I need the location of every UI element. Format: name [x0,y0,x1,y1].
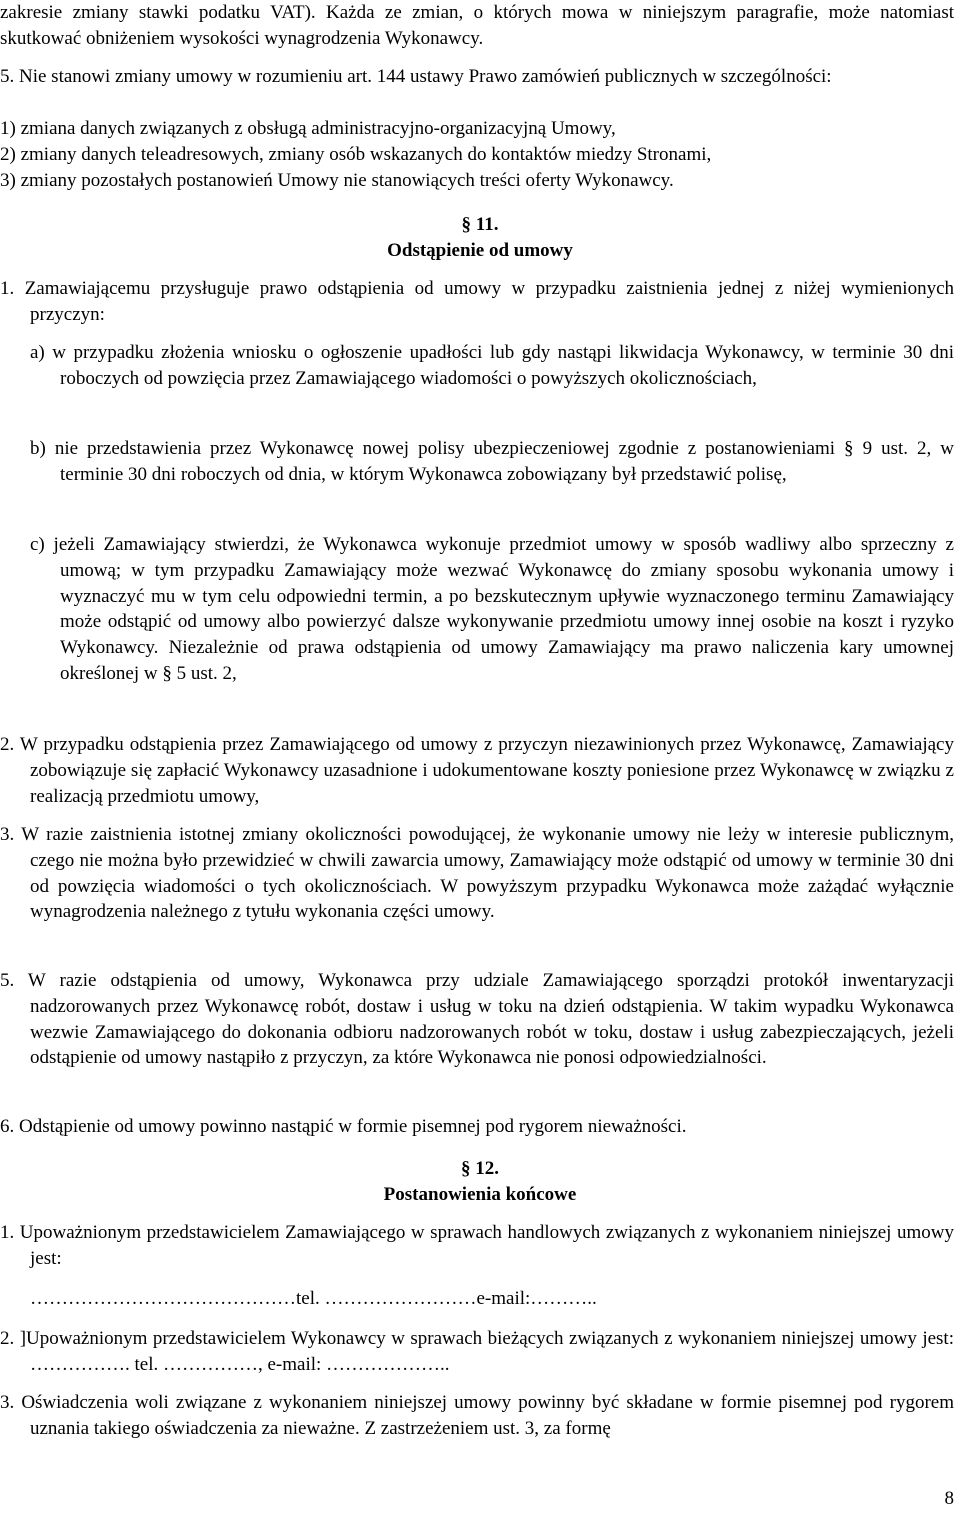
s11-item-c: c) jeżeli Zamawiający stwierdzi, że Wykonawca wykonuje przedmiot umowy w sposób wadliwy albo sprzeczny z umową; w tym przypadku Zamawiający może wezwać Wykonawcę do zmiany sposobu wykonania umowy i wyznaczyć mu w tym celu odpowiedni termin, a po bezskutecznym upływie wyznaczonego terminu Zamawiający może odstąpić od umowy albo powierzyć dalsze wykonywanie przedmiotu umowy innej osobie na koszt i ryzyko Wykonawcy. Niezależnie od prawa odstąpienia od umowy Zamawiający ma prawo naliczenia kary umownej określonej w § 5 ust. 2, [30,534,954,684]
list-item: 2) zmiany danych teleadresowych, zmiany osób wskazanych do kontaktów miedzy Stronami, [0,144,712,165]
s12-paragraph-1: 1. Upoważnionym przedstawicielem Zamawiającego w sprawach handlowych związanych z wykonaniem niniejszej umowy jest: [0,1222,954,1269]
intro-paragraph: zakresie zmiany stawki podatku VAT). Każda ze zmian, o których mowa w niniejszym paragrafie, może natomiast skutkować obniżeniem wysokości wynagrodzenia Wykonawcy. [0,2,954,49]
s12-paragraph-3: 3. Oświadczenia woli związane z wykonaniem niniejszej umowy powinny być składane w formie pisemnej pod rygorem uznania takiego oświadczenia za nieważne. Z zastrzeżeniem ust. 3, za formę [0,1392,954,1439]
list-item: 3) zmiany pozostałych postanowień Umowy nie stanowiących treści oferty Wykonawcy. [0,170,674,191]
paragraph-5: 5. Nie stanowi zmiany umowy w rozumieniu art. 144 ustawy Prawo zamówień publicznych w szczególności: [0,66,832,87]
section-12-title: Postanowienia końcowe [383,1184,577,1205]
s11-paragraph-3: 3. W razie zaistnienia istotnej zmiany okoliczności powodującej, że wykonanie umowy nie leży w interesie publicznym, czego nie można było przewidzieć w chwili zawarcia umowy, Zamawiający może odstąpić od umowy w terminie 30 dni od powzięcia wiadomości o tych okolicznościach. W powyższym przypadku Wykonawca może zażądać wyłącznie wynagrodzenia należnego z tytułu wykonania części umowy. [0,824,954,923]
list-item: 1) zmiana danych związanych z obsługą administracyjno-organizacyjną Umowy, [0,118,616,139]
s11-paragraph-2: 2. W przypadku odstąpienia przez Zamawiającego od umowy z przyczyn niezawinionych przez Wykonawcę, Zamawiający zobowiązuje się zapłacić Wykonawcy uzasadnione i udokumentowane koszty poniesione przez Wykonawcę w związku z realizacją przedmiotu umowy, [0,734,954,807]
s11-item-a: a) w przypadku złożenia wniosku o ogłoszenie upadłości lub gdy nastąpi likwidacja Wykonawcy, w terminie 30 dni roboczych od powzięcia przez Zamawiającego wiadomości o powyższych okolicznościach, [30,342,954,389]
s12-contact-placeholder: ……………………………………tel. ……………………e-mail:……….. [30,1288,597,1309]
s11-paragraph-6: 6. Odstąpienie od umowy powinno nastąpić w formie pisemnej pod rygorem nieważności. [0,1116,687,1137]
s11-paragraph-1: 1. Zamawiającemu przysługuje prawo odstąpienia od umowy w przypadku zaistnienia jednej z niżej wymienionych przyczyn: [0,278,954,325]
s11-paragraph-5: 5. W razie odstąpienia od umowy, Wykonawca przy udziale Zamawiającego sporządzi protokół inwentaryzacji nadzorowanych przez Wykonawcę robót, dostaw i usług w toku na dzień odstąpienia. W takim wypadku Wykonawca wezwie Zamawiającego do dokonania odbioru nadzorowanych robót w toku, dostaw i usług zabezpieczających, jeżeli odstąpienie od umowy nastąpiło z przyczyn, za które Wykonawca nie ponosi odpowiedzialności. [0,970,954,1069]
section-12-number: § 12. [461,1158,499,1179]
s11-item-b: b) nie przedstawienia przez Wykonawcę nowej polisy ubezpieczeniowej zgodnie z postanowieniami § 9 ust. 2, w terminie 30 dni roboczych od dnia, w którym Wykonawca zobowiązany był przedstawić polisę, [30,438,954,485]
section-11-title: Odstąpienie od umowy [387,240,573,261]
section-11-number: § 11. [461,214,499,235]
page-number: 8 [944,1488,954,1509]
s12-paragraph-2: 2. ]Upoważnionym przedstawicielem Wykonawcy w sprawach bieżących związanych z wykonaniem niniejszej umowy jest: ……………. tel. ……………, e-mail: ……………….. [0,1328,954,1375]
